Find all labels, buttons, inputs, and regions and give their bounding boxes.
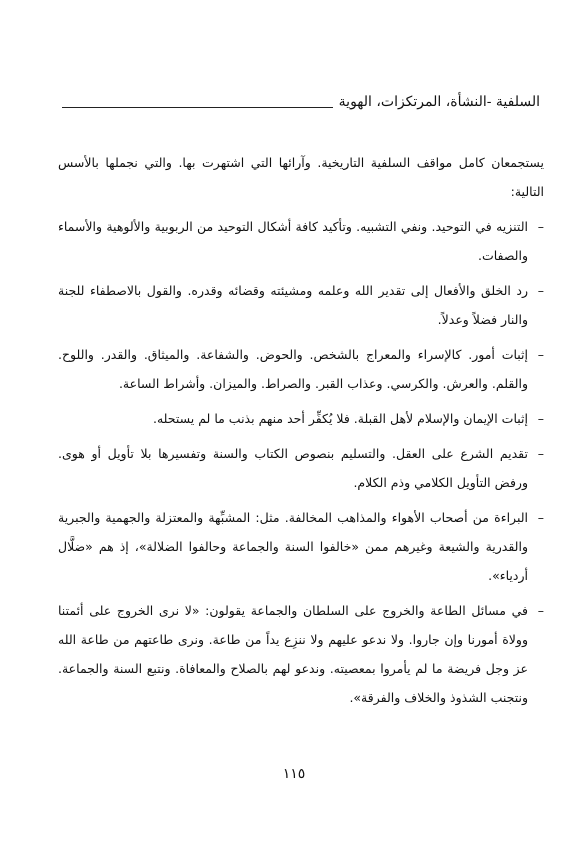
list-item-text: إثبات أمور. كالإسراء والمعراج بالشخص. والحوض. والشفاعة. والميثاق. والقدر. واللوح. والقلم. والعرش. والكرسي. وعذاب القبر. والصراط. والميزان. وأشراط الساعة. [58,347,528,391]
header-rule [62,107,333,108]
page-number: ١١٥ [282,766,306,782]
list-dash: – [537,446,544,461]
intro-paragraph: يستجمعان كامل مواقف السلفية التاريخية. وآرائها التي اشتهرت بها. والتي نجملها بالأسس التالية: [58,155,544,199]
list-item [58,276,544,334]
list-item-text: البراءة من أصحاب الأهواء والمذاهب المخالفة. مثل: المشبِّهة والمعتزلة والجهمية والجبرية والقدرية والشيعة وغيرهم ممن «خالفوا السنة والجماعة وحالفوا الضلالة»، إذ هم «ضلَّال أردياء». [58,510,528,583]
list-item-text: في مسائل الطاعة والخروج على السلطان والجماعة يقولون: «لا نرى الخروج على أئمتنا وولاة أمورنا وإن جاروا. ولا ندعو عليهم ولا ننزِع يداً من طاعة. ونرى طاعتهم من طاعة الله عز وجل فريضة ما لم يأمروا بمعصيته. وندعو لهم بالصلاح والمعافاة. ونتبع السنة والجماعة. ونتجنب الشذوذ والخلاف والفرقة». [58,603,528,705]
list-item-text: إثبات الإيمان والإسلام لأهل القبلة. فلا يُكفِّر أحد منهم بذنب ما لم يستحله. [152,411,528,426]
list-item [58,503,544,590]
list-item [58,212,544,270]
list-dash: – [537,347,544,362]
list-dash: – [537,510,544,525]
list-dash: – [537,603,544,618]
list-item [58,439,544,497]
list-item [58,340,544,398]
list-item [58,596,544,712]
running-header-title: السلفية -النشأة، المرتكزات، الهوية [338,94,540,110]
running-header [62,86,540,112]
list-item [58,404,544,433]
list-item-text: التنزيه في التوحيد. ونفي التشبيه. وتأكيد كافة أشكال التوحيد من الربوبية والألوهية والأسماء والصفات. [58,219,528,263]
list-dash: – [537,219,544,234]
list-dash: – [537,283,544,298]
list-dash: – [537,411,544,426]
list-item-text: رد الخلق والأفعال إلى تقدير الله وعلمه ومشيئته وقضائه وقدره. والقول بالاصطفاء للجنة والنار فضلاً وعدلاً. [58,283,528,327]
body-text [58,148,544,712]
list-item-text: تقديم الشرع على العقل. والتسليم بنصوص الكتاب والسنة وتفسيرها بلا تأويل أو هوى. ورفض التأويل الكلامي وذم الكلام. [58,446,528,490]
